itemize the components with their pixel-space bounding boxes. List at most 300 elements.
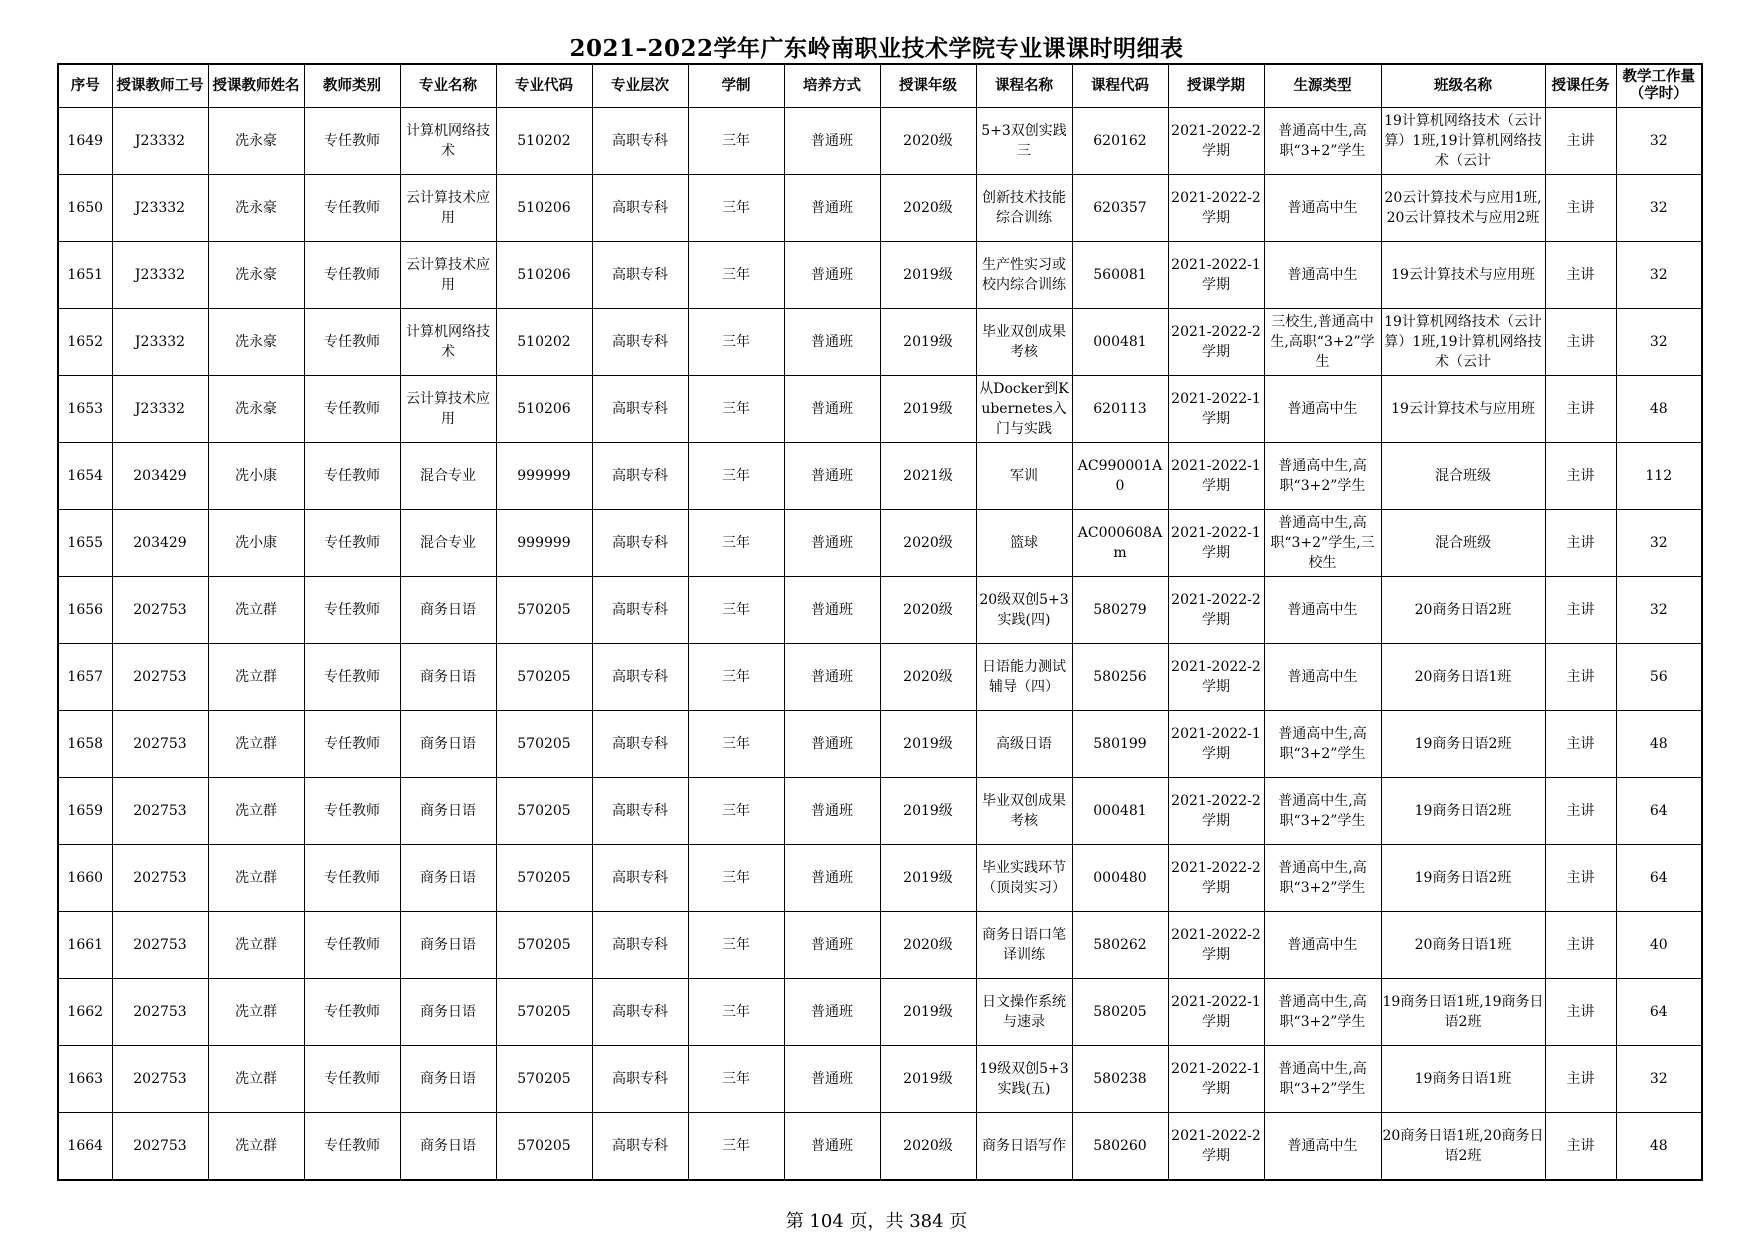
cell-text: 2019级	[903, 1004, 953, 1020]
table-cell	[58, 443, 112, 510]
table-cell	[58, 242, 112, 309]
table-cell	[1545, 1113, 1616, 1181]
cell-text: 2021-2022-1学期	[1171, 994, 1261, 1030]
cell-text: 2021-2022-1学期	[1171, 525, 1261, 561]
table-cell	[496, 1113, 592, 1181]
cell-text: 创新技术技能综合训练	[982, 190, 1066, 226]
cell-text: 570205	[517, 870, 571, 886]
table-cell	[1168, 510, 1264, 577]
table-cell	[592, 979, 688, 1046]
table-cell	[784, 778, 880, 845]
course-hours-table	[57, 63, 1703, 1181]
cell-text: 510202	[517, 133, 571, 149]
cell-text: 000481	[1093, 334, 1147, 350]
cell-text: 专任教师	[324, 1071, 380, 1087]
cell-text: 56	[1649, 669, 1668, 685]
cell-text: 高职专科	[612, 937, 668, 953]
table-cell	[304, 979, 400, 1046]
table-cell	[400, 175, 496, 242]
cell-text: 普通班	[811, 736, 853, 752]
table-cell	[1264, 711, 1381, 778]
cell-text: 混合专业	[420, 535, 476, 551]
table-cell	[1264, 242, 1381, 309]
table-cell	[208, 510, 304, 577]
table-cell	[304, 309, 400, 376]
cell-text: 1650	[67, 200, 104, 216]
table-row	[58, 108, 1702, 175]
cell-text: AC000608Am	[1077, 525, 1163, 561]
table-cell	[400, 577, 496, 644]
table-cell	[304, 1046, 400, 1113]
cell-text: 毕业双创成果考核	[982, 793, 1066, 829]
table-cell	[496, 175, 592, 242]
cell-text: 1659	[67, 803, 104, 819]
cell-text: 48	[1649, 1138, 1668, 1154]
table-cell	[400, 309, 496, 376]
cell-text: 主讲	[1566, 736, 1595, 752]
table-cell	[880, 577, 976, 644]
cell-text: 32	[1649, 602, 1668, 618]
table-cell	[58, 175, 112, 242]
cell-text: 570205	[517, 1004, 571, 1020]
cell-text: 专任教师	[324, 401, 380, 417]
table-cell	[688, 711, 784, 778]
table-cell	[592, 309, 688, 376]
table-cell	[1264, 778, 1381, 845]
cell-text: 三年	[722, 535, 750, 551]
cell-text: 19云计算技术与应用班	[1391, 401, 1535, 417]
cell-text: 580279	[1093, 602, 1147, 618]
table-row	[58, 577, 1702, 644]
table-cell	[880, 778, 976, 845]
cell-text: 专任教师	[324, 736, 380, 752]
table-cell	[592, 108, 688, 175]
cell-text: 32	[1649, 133, 1668, 149]
cell-text: 112	[1645, 468, 1673, 484]
cell-text: 毕业实践环节（顶岗实习）	[982, 860, 1066, 896]
table-cell	[208, 108, 304, 175]
cell-text: 20商务日语1班	[1414, 669, 1512, 685]
cell-text: 主讲	[1566, 1071, 1595, 1087]
cell-text: 专任教师	[324, 334, 380, 350]
cell-text: 2019级	[903, 334, 953, 350]
cell-text: 40	[1649, 937, 1668, 953]
cell-text: 202753	[133, 669, 187, 685]
cell-text: 普通班	[811, 937, 853, 953]
table-row	[58, 778, 1702, 845]
table-cell	[688, 577, 784, 644]
table-cell	[1072, 979, 1168, 1046]
column-header: 授课教师姓名	[208, 64, 304, 108]
table-cell	[1616, 510, 1702, 577]
table-row	[58, 845, 1702, 912]
cell-text: J23332	[134, 133, 186, 149]
table-cell	[1264, 108, 1381, 175]
table-cell	[976, 376, 1072, 443]
table-cell	[304, 845, 400, 912]
table-cell	[880, 443, 976, 510]
table-cell	[112, 175, 208, 242]
table-cell	[1168, 376, 1264, 443]
cell-text: 高职专科	[612, 401, 668, 417]
cell-text: 云计算技术应用	[406, 190, 490, 226]
cell-text: 冼立群	[235, 669, 277, 685]
cell-text: 高职专科	[612, 200, 668, 216]
table-cell	[880, 242, 976, 309]
cell-text: 高职专科	[612, 669, 668, 685]
table-cell	[880, 1113, 976, 1181]
cell-text: 普通班	[811, 334, 853, 350]
cell-text: 商务日语	[420, 669, 476, 685]
cell-text: 专任教师	[324, 803, 380, 819]
cell-text: 20商务日语2班	[1414, 602, 1512, 618]
table-cell	[976, 108, 1072, 175]
table-cell	[592, 1113, 688, 1181]
cell-text: 日文操作系统与速录	[982, 994, 1066, 1030]
table-cell	[112, 845, 208, 912]
table-cell	[58, 845, 112, 912]
table-cell	[592, 644, 688, 711]
cell-text: 普通高中生,高职“3+2”学生	[1278, 793, 1367, 829]
cell-text: J23332	[134, 401, 186, 417]
table-cell	[1545, 108, 1616, 175]
table-cell	[1381, 510, 1545, 577]
table-cell	[976, 644, 1072, 711]
cell-text: 主讲	[1566, 870, 1595, 886]
table-cell	[976, 175, 1072, 242]
table-cell	[1381, 979, 1545, 1046]
cell-text: 主讲	[1566, 602, 1595, 618]
cell-text: 1651	[67, 267, 104, 283]
cell-text: 普通班	[811, 870, 853, 886]
table-cell	[976, 1046, 1072, 1113]
cell-text: 冼永豪	[235, 133, 277, 149]
table-cell	[1072, 108, 1168, 175]
cell-text: 商务日语	[420, 736, 476, 752]
cell-text: 2019级	[903, 267, 953, 283]
table-cell	[688, 1046, 784, 1113]
cell-text: 2021-2022-2学期	[1171, 592, 1261, 628]
table-row	[58, 376, 1702, 443]
table-cell	[112, 510, 208, 577]
cell-text: 32	[1649, 535, 1668, 551]
cell-text: 19云计算技术与应用班	[1391, 267, 1535, 283]
column-header: 班级名称	[1381, 64, 1545, 108]
cell-text: 三年	[722, 267, 750, 283]
cell-text: 1654	[67, 468, 104, 484]
cell-text: 202753	[133, 803, 187, 819]
cell-text: 510206	[517, 200, 571, 216]
table-cell	[1545, 175, 1616, 242]
table-cell	[688, 175, 784, 242]
cell-text: 2021-2022-2学期	[1171, 659, 1261, 695]
cell-text: 主讲	[1566, 468, 1595, 484]
table-cell	[304, 108, 400, 175]
table-cell	[208, 778, 304, 845]
table-cell	[688, 443, 784, 510]
table-cell	[592, 711, 688, 778]
cell-text: 普通高中生,高职“3+2”学生	[1278, 994, 1367, 1030]
table-row	[58, 510, 1702, 577]
table-row	[58, 979, 1702, 1046]
cell-text: 570205	[517, 736, 571, 752]
cell-text: 普通高中生	[1287, 602, 1358, 618]
table-cell	[496, 778, 592, 845]
cell-text: 580238	[1093, 1071, 1147, 1087]
cell-text: 19级双创5+3实践(五)	[979, 1061, 1069, 1097]
table-cell	[400, 912, 496, 979]
cell-text: 普通班	[811, 133, 853, 149]
page-title: 2021–2022学年广东岭南职业技术学院专业课课时明细表	[569, 35, 1184, 62]
table-cell	[784, 845, 880, 912]
cell-text: 商务日语	[420, 1138, 476, 1154]
table-cell	[1381, 912, 1545, 979]
cell-text: 普通高中生	[1287, 1138, 1358, 1154]
cell-text: 高职专科	[612, 1138, 668, 1154]
cell-text: 2021-2022-1学期	[1171, 257, 1261, 293]
table-cell	[1381, 175, 1545, 242]
table-cell	[592, 175, 688, 242]
cell-text: 混合专业	[420, 468, 476, 484]
table-cell	[1381, 108, 1545, 175]
column-header: 专业名称	[400, 64, 496, 108]
table-cell	[208, 644, 304, 711]
cell-text: 高职专科	[612, 334, 668, 350]
cell-text: 专任教师	[324, 669, 380, 685]
table-cell	[1616, 242, 1702, 309]
cell-text: 620357	[1093, 200, 1147, 216]
table-cell	[1168, 711, 1264, 778]
table-cell	[592, 1046, 688, 1113]
cell-text: 2021-2022-1学期	[1171, 391, 1261, 427]
cell-text: 普通高中生,高职“3+2”学生,三校生	[1270, 515, 1375, 571]
table-cell	[304, 443, 400, 510]
table-cell	[784, 242, 880, 309]
cell-text: 580262	[1093, 937, 1147, 953]
table-cell	[304, 644, 400, 711]
cell-text: 高职专科	[612, 870, 668, 886]
table-cell	[880, 979, 976, 1046]
cell-text: 2020级	[903, 200, 953, 216]
table-cell	[304, 242, 400, 309]
table-cell	[1545, 376, 1616, 443]
table-cell	[304, 778, 400, 845]
cell-text: 2019级	[903, 803, 953, 819]
cell-text: 普通班	[811, 1004, 853, 1020]
table-cell	[304, 175, 400, 242]
table-cell	[1264, 1046, 1381, 1113]
table-cell	[1072, 1046, 1168, 1113]
table-cell	[1616, 778, 1702, 845]
table-cell	[112, 912, 208, 979]
table-cell	[976, 1113, 1072, 1181]
table-cell	[496, 376, 592, 443]
table-cell	[1072, 242, 1168, 309]
table-cell	[58, 376, 112, 443]
table-cell	[1616, 376, 1702, 443]
cell-text: 冼小康	[235, 535, 277, 551]
table-cell	[976, 577, 1072, 644]
table-cell	[400, 376, 496, 443]
cell-text: 64	[1649, 803, 1668, 819]
cell-text: 48	[1649, 736, 1668, 752]
table-cell	[112, 443, 208, 510]
cell-text: 2021-2022-2学期	[1171, 793, 1261, 829]
table-cell	[1168, 108, 1264, 175]
cell-text: 普通班	[811, 602, 853, 618]
table-cell	[1264, 510, 1381, 577]
cell-text: 普通班	[811, 468, 853, 484]
cell-text: 三年	[722, 468, 750, 484]
table-cell	[880, 108, 976, 175]
cell-text: 1657	[67, 669, 104, 685]
cell-text: 570205	[517, 602, 571, 618]
table-cell	[784, 1046, 880, 1113]
cell-text: 冼立群	[235, 1138, 277, 1154]
table-cell	[1264, 376, 1381, 443]
cell-text: 2021-2022-2学期	[1171, 927, 1261, 963]
cell-text: 商务日语	[420, 1004, 476, 1020]
cell-text: 混合班级	[1435, 535, 1491, 551]
table-cell	[208, 376, 304, 443]
cell-text: 202753	[133, 1004, 187, 1020]
table-cell	[1616, 175, 1702, 242]
table-cell	[784, 108, 880, 175]
table-cell	[1264, 309, 1381, 376]
table-cell	[1381, 577, 1545, 644]
cell-text: 620113	[1093, 401, 1147, 417]
cell-text: 202753	[133, 1071, 187, 1087]
table-cell	[1264, 979, 1381, 1046]
cell-text: 三年	[722, 669, 750, 685]
table-cell	[1381, 242, 1545, 309]
table-cell	[496, 912, 592, 979]
cell-text: 主讲	[1566, 267, 1595, 283]
cell-text: 三年	[722, 200, 750, 216]
table-cell	[208, 845, 304, 912]
table-cell	[1072, 443, 1168, 510]
cell-text: 高职专科	[612, 736, 668, 752]
table-cell	[400, 510, 496, 577]
table-cell	[976, 778, 1072, 845]
cell-text: 普通班	[811, 803, 853, 819]
cell-text: 64	[1649, 870, 1668, 886]
table-cell	[112, 1113, 208, 1181]
cell-text: 毕业双创成果考核	[982, 324, 1066, 360]
cell-text: 商务日语	[420, 803, 476, 819]
cell-text: 32	[1649, 1071, 1668, 1087]
cell-text: 普通班	[811, 200, 853, 216]
cell-text: 2021-2022-2学期	[1171, 123, 1261, 159]
table-cell	[1168, 845, 1264, 912]
column-header: 授课年级	[880, 64, 976, 108]
table-cell	[400, 845, 496, 912]
cell-text: 专任教师	[324, 133, 380, 149]
cell-text: 三校生,普通高中生,高职“3+2”学生	[1270, 314, 1375, 370]
table-cell	[304, 912, 400, 979]
table-cell	[58, 510, 112, 577]
cell-text: 64	[1649, 1004, 1668, 1020]
table-cell	[1072, 711, 1168, 778]
cell-text: 主讲	[1566, 133, 1595, 149]
table-row	[58, 912, 1702, 979]
cell-text: 2019级	[903, 401, 953, 417]
cell-text: 冼永豪	[235, 334, 277, 350]
table-cell	[688, 1113, 784, 1181]
cell-text: 2021-2022-1学期	[1171, 1061, 1261, 1097]
table-cell	[784, 443, 880, 510]
cell-text: 主讲	[1566, 803, 1595, 819]
cell-text: 203429	[133, 535, 187, 551]
table-cell	[1168, 912, 1264, 979]
cell-text: 000481	[1093, 803, 1147, 819]
table-cell	[880, 711, 976, 778]
table-cell	[784, 309, 880, 376]
cell-text: 普通高中生,高职“3+2”学生	[1278, 1061, 1367, 1097]
cell-text: 202753	[133, 870, 187, 886]
table-row	[58, 175, 1702, 242]
table-cell	[496, 577, 592, 644]
table-cell	[1545, 912, 1616, 979]
table-cell	[688, 510, 784, 577]
cell-text: 1663	[67, 1071, 104, 1087]
cell-text: 商务日语	[420, 870, 476, 886]
table-cell	[208, 1046, 304, 1113]
table-cell	[1264, 443, 1381, 510]
cell-text: 20商务日语1班	[1414, 937, 1512, 953]
table-cell	[784, 979, 880, 1046]
table-cell	[58, 711, 112, 778]
cell-text: 19计算机网络技术（云计算）1班,19计算机网络技术（云计	[1384, 113, 1542, 169]
cell-text: 混合班级	[1435, 468, 1491, 484]
cell-text: 2021-2022-1学期	[1171, 726, 1261, 762]
cell-text: 主讲	[1566, 535, 1595, 551]
table-cell	[1072, 778, 1168, 845]
column-header: 授课任务	[1545, 64, 1616, 108]
page-footer: 第 104 页，共 384 页	[785, 1211, 968, 1232]
table-cell	[208, 443, 304, 510]
table-cell	[1072, 175, 1168, 242]
table-cell	[1168, 577, 1264, 644]
table-cell	[112, 577, 208, 644]
cell-text: 主讲	[1566, 1004, 1595, 1020]
table-cell	[1545, 778, 1616, 845]
table-cell	[1381, 778, 1545, 845]
table-cell	[1616, 1046, 1702, 1113]
table-cell	[880, 1046, 976, 1113]
cell-text: 570205	[517, 937, 571, 953]
table-cell	[496, 309, 592, 376]
table-cell	[1168, 443, 1264, 510]
cell-text: 202753	[133, 1138, 187, 1154]
table-cell	[1381, 443, 1545, 510]
cell-text: 1660	[67, 870, 104, 886]
column-header: 序号	[58, 64, 112, 108]
table-cell	[1264, 845, 1381, 912]
table-cell	[58, 1046, 112, 1113]
table-cell	[112, 979, 208, 1046]
table-cell	[1545, 309, 1616, 376]
cell-text: 2020级	[903, 535, 953, 551]
cell-text: 580256	[1093, 669, 1147, 685]
cell-text: 篮球	[1010, 535, 1038, 551]
cell-text: 19商务日语1班	[1414, 1071, 1512, 1087]
table-cell	[1545, 443, 1616, 510]
table-cell	[1264, 644, 1381, 711]
table-cell	[304, 577, 400, 644]
table-cell	[1545, 644, 1616, 711]
table-cell	[58, 979, 112, 1046]
